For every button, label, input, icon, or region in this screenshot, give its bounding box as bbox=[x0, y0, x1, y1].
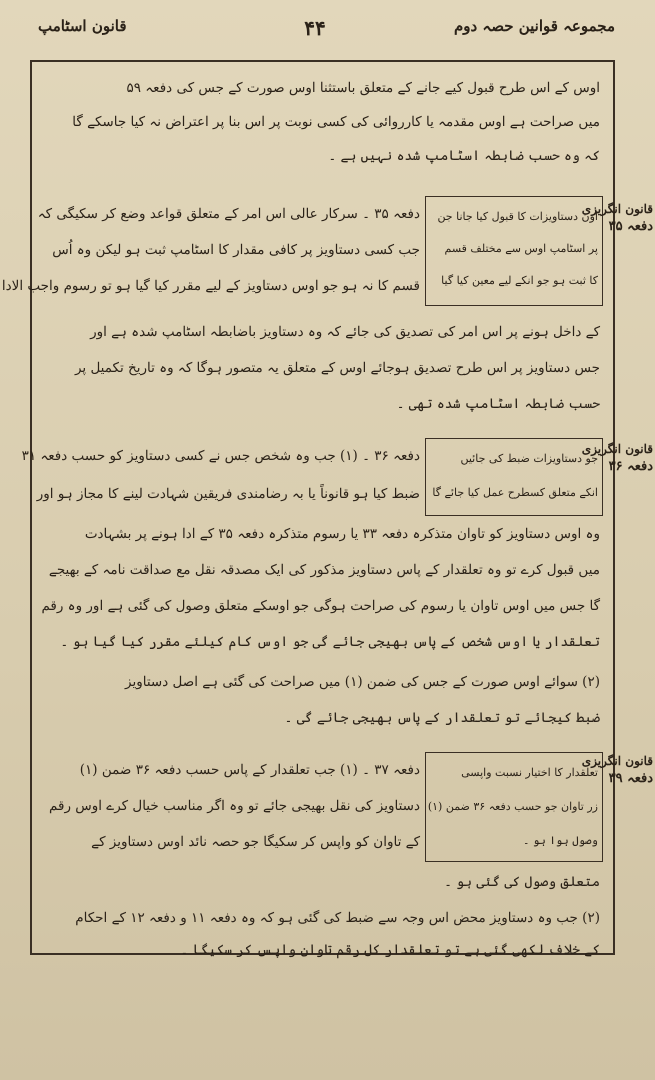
section-heading-box bbox=[425, 752, 603, 862]
section-heading-box bbox=[425, 196, 603, 306]
text-line: کے داخل ہونے پر اس امر کی تصدیق کی جائے کہ وہ دستاویز باضابطہ اسٹامپ شدہ ہے اور bbox=[90, 324, 600, 340]
text-line: (۲) سوائے اوس صورت کے جس کی ضمن (۱) میں صراحت کی گئی ہے اصل دستاویز bbox=[125, 674, 600, 690]
margin-note-label: قانون انگریزی bbox=[581, 202, 653, 216]
text-line: دفعہ ۳۵ ۔ سرکار عالی اس امر کے متعلق قواعد وضع کر سکیگی کہ bbox=[37, 206, 420, 222]
text-line: کے تاوان کو واپس کر سکیگا جو حصہ نائد اوس دستاویز کے bbox=[91, 834, 420, 850]
running-title: قانون اسٹامپ bbox=[38, 17, 127, 35]
book-title: مجموعہ قوانین حصہ دوم bbox=[453, 17, 615, 35]
margin-note-label: قانون انگریزی bbox=[581, 754, 653, 768]
box-line: زر تاوان جو حسب دفعہ ۳۶ ضمن (۱) bbox=[427, 800, 598, 813]
box-line: کا ثبت ہو جو انکے لیے معین کیا گیا bbox=[441, 274, 598, 287]
box-line: جو دستاویزات ضبط کی جائیں bbox=[460, 452, 598, 465]
text-line: ضبط کیجائے تو تعلقدار کے پاس بھیجی جائے گی ۔ bbox=[284, 710, 600, 726]
text-line: متعلق وصول کی گئی ہو ۔ bbox=[444, 874, 600, 890]
margin-note bbox=[581, 440, 653, 500]
text-line: میں صراحت ہے اوس مقدمہ یا کارروائی کی کسی نوبت پر اس بنا پر اعتراض نہ کیا جاسکے گا bbox=[72, 114, 600, 130]
text-line: تعلقدار یا اوس شخص کے پاس بھیجی جائے گی جو اوس کام کیلئے مقرر کیا گیا ہو ۔ bbox=[60, 634, 600, 650]
box-line: انکے متعلق کسطرح عمل کیا جائے گا bbox=[432, 486, 598, 499]
text-line: دفعہ ۳۷ ۔ (۱) جب تعلقدار کے پاس حسب دفعہ ۳۶ ضمن (۱) bbox=[79, 762, 420, 778]
text-line: وہ اوس دستاویز کو تاوان متذکرہ دفعہ ۳۳ یا رسوم متذکرہ دفعہ ۳۵ کے ادا ہونے پر بشہادت bbox=[84, 526, 600, 542]
margin-note bbox=[581, 752, 653, 812]
text-line: دفعہ ۳۶ ۔ (۱) جب وہ شخص جس نے کسی دستاویز کو حسب دفعہ ۳۱ bbox=[21, 448, 420, 464]
text-line: جب کسی دستاویز پر کافی مقدار کا اسٹامپ ثبت ہو لیکن وہ اُس bbox=[52, 242, 420, 258]
margin-note bbox=[581, 200, 653, 260]
text-line: (۲) جب وہ دستاویز محض اس وجہ سے ضبط کی گئی ہو کہ وہ دفعہ ۱۱ و دفعہ ۱۲ کے احکام bbox=[75, 910, 600, 926]
box-line: پر اسٹامپ اوس سے مختلف قسم bbox=[444, 242, 598, 255]
text-line: کہ وہ حسب ضابطہ اسٹامپ شدہ نہیں ہے ۔ bbox=[328, 148, 600, 164]
margin-note-label: قانون انگریزی bbox=[581, 442, 653, 456]
margin-note-number: دفعہ ۳۶ bbox=[608, 459, 653, 474]
text-line: جس دستاویز پر اس طرح تصدیق ہوجائے اوس کے متعلق یہ متصور ہوگا کہ وہ تاریخ تکمیل پر bbox=[74, 360, 600, 376]
page-number: ۴۴ bbox=[304, 16, 326, 40]
text-line: حسب ضابطہ اسٹامپ شدہ تھی ۔ bbox=[396, 396, 600, 412]
box-line: تعلقدار کا اختیار نسبت واپسی bbox=[461, 766, 598, 779]
text-line: قسم کا نہ ہو جو اوس دستاویز کے لیے مقرر کیا گیا ہو تو رسوم واجب الادا bbox=[1, 278, 420, 294]
box-line: اون دستاویزات کا قبول کیا جانا جن bbox=[437, 210, 598, 223]
text-line: میں قبول کرے تو وہ تعلقدار کے پاس دستاویز مذکور کی ایک مصدقہ نقل مع صداقت نامہ کے بھیجے bbox=[48, 562, 600, 578]
text-line: دستاویز کی نقل بھیجی جائے تو وہ اگر مناسب خیال کرے اوس رقم bbox=[49, 798, 420, 814]
box-line: وصول ہوا ہو ۔ bbox=[523, 834, 598, 847]
text-line: کے خلاف لکھی گئی ہے تو تعلقدار کل رقم تاوان واپس کر سکیگا ۔ bbox=[180, 942, 600, 958]
text-line: ضبط کیا ہو قانوناً یا بہ رضامندی فریقین شہادت لینے کا مجاز ہو اور bbox=[36, 486, 420, 502]
margin-note-number: دفعہ ۳۵ bbox=[608, 219, 653, 234]
section-heading-box bbox=[425, 438, 603, 516]
margin-note-number: دفعہ ۳۹ bbox=[608, 771, 653, 786]
text-line: گا جس میں اوس تاوان یا رسوم کی صراحت ہوگی جو اوسکے متعلق وصول کی گئی ہے اور وہ رقم bbox=[41, 598, 600, 614]
text-line: اوس کے اس طرح قبول کیے جانے کے متعلق باستثنا اوس صورت کے جس کی دفعہ ۵۹ bbox=[126, 80, 600, 96]
